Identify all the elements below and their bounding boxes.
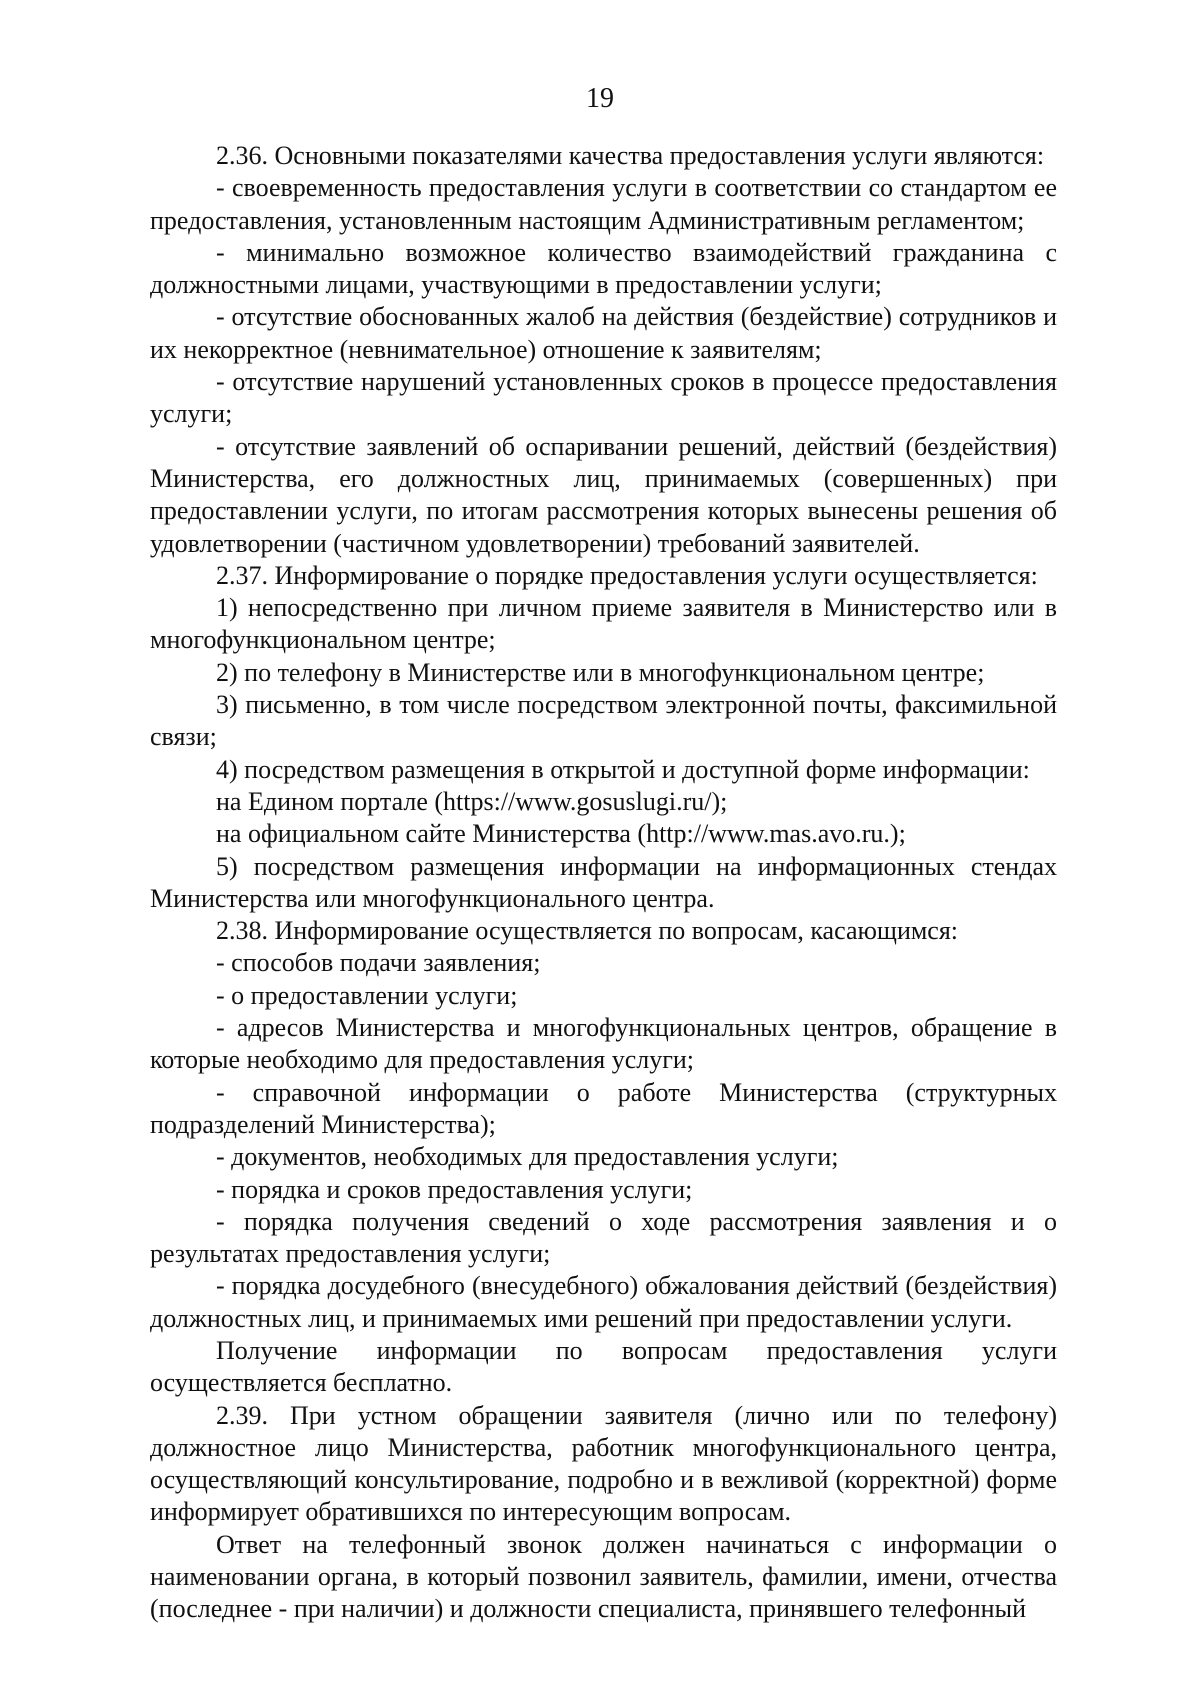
paragraph-service-provision: - о предоставлении услуги; <box>216 980 518 1010</box>
paragraph-procedure-and-terms: - порядка и сроков предоставления услуги; <box>216 1174 693 1204</box>
paragraph-unified-portal: на Едином портале (https://www.gosuslugi.ru/); <box>216 786 728 816</box>
page-number: 19 <box>586 83 614 114</box>
paragraph-no-complaints: - отсутствие обоснованных жалоб на действия (бездействие) сотрудников и их некорректное (невнимательное) отношение к заявителям; <box>150 302 1057 364</box>
paragraph-in-writing: 3) письменно, в том числе посредством электронной почты, факсимильной связи; <box>150 690 1057 752</box>
paragraph-no-deadline-violations: - отсутствие нарушений установленных сроков в процессе предоставления услуги; <box>150 367 1057 429</box>
paragraph-free-of-charge: Получение информации по вопросам предоставления услуги осуществляется бесплатно. <box>150 1335 1057 1398</box>
paragraph-appeal-procedure: - порядка досудебного (внесудебного) обжалования действий (бездействия) должностных лиц, и принимаемых ими решений при предоставлении услуги. <box>150 1271 1057 1333</box>
paragraph-by-phone: 2) по телефону в Министерстве или в многофункциональном центре; <box>216 657 985 687</box>
paragraph-minimal-interactions: - минимально возможное количество взаимодействий гражданина с должностными лицами, участвующими в предоставлении услуги; <box>150 237 1057 300</box>
paragraph-addresses: - адресов Министерства и многофункциональных центров, обращение в которые необходимо для предоставления услуги; <box>150 1013 1057 1075</box>
paragraph-no-disputes: - отсутствие заявлений об оспаривании решений, действий (бездействия) Министерства, его должностных лиц, принимаемых (совершенных) при предоставлении услуги, по итогам рассмотрения которых вынесены решения об удовлетворении (частичном удовлетворении) требований заявителей. <box>150 431 1057 558</box>
paragraph-phone-answer: Ответ на телефонный звонок должен начинаться с информации о наименовании органа, в который позвонил заявитель, фамилии, имени, отчества (последнее - при наличии) и должности специалиста, принявшего телефонный <box>150 1529 1057 1624</box>
paragraph-reference-info: - справочной информации о работе Министерства (структурных подразделений Министерства); <box>150 1077 1057 1139</box>
paragraph-2-37-heading: 2.37. Информирование о порядке предоставления услуги осуществляется: <box>216 560 1038 590</box>
paragraph-2-39: 2.39. При устном обращении заявителя (лично или по телефону) должностное лицо Министерства, работник многофункционального центра, осуществляющий консультирование, подробно и в вежливой (корректной) форме информирует обратившихся по интересующим вопросам. <box>150 1400 1057 1527</box>
paragraph-official-website: на официальном сайте Министерства (http://www.mas.avo.ru.); <box>216 819 906 849</box>
paragraph-open-information: 4) посредством размещения в открытой и доступной форме информации: <box>216 754 1030 784</box>
paragraph-timeliness: - своевременность предоставления услуги в соответствии со стандартом ее предоставления, установленным настоящим Административным регламентом; <box>150 173 1057 235</box>
document-body <box>150 140 1057 1626</box>
paragraph-submission-methods: - способов подачи заявления; <box>216 948 541 978</box>
paragraph-2-38-heading: 2.38. Информирование осуществляется по вопросам, касающимся: <box>216 916 959 946</box>
paragraph-information-stands: 5) посредством размещения информации на информационных стендах Министерства или многофункционального центра. <box>150 851 1057 913</box>
paragraph-required-documents: - документов, необходимых для предоставления услуги; <box>216 1142 839 1172</box>
paragraph-progress-info: - порядка получения сведений о ходе рассмотрения заявления и о результатах предоставления услуги; <box>150 1206 1057 1269</box>
paragraph-2-36-heading: 2.36. Основными показателями качества предоставления услуги являются: <box>216 141 1045 170</box>
paragraph-in-person: 1) непосредственно при личном приеме заявителя в Министерство или в многофункциональном центре; <box>150 593 1057 655</box>
